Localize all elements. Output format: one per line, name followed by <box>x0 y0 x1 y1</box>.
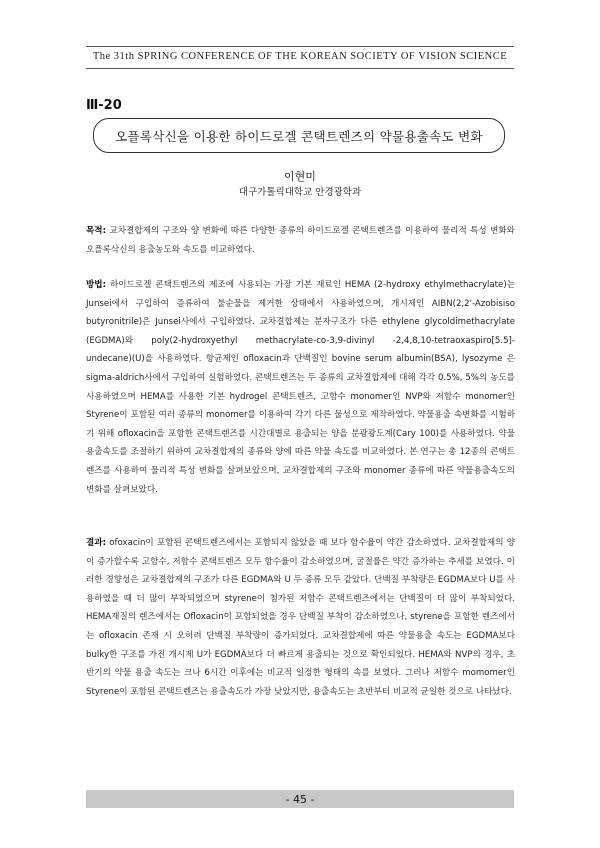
purpose-label: 목적: <box>86 226 107 236</box>
methods-label: 방법: <box>86 280 107 290</box>
author-affiliation: 대구가톨릭대학교 안경광학과 <box>238 187 362 198</box>
results-paragraph <box>86 534 515 701</box>
purpose-paragraph <box>86 222 515 259</box>
footer-bar <box>86 790 514 808</box>
header-rule-top <box>86 46 514 47</box>
title-box <box>93 118 505 153</box>
author-name: 이현미 <box>284 170 316 183</box>
header-rule-bottom <box>86 68 514 69</box>
results-label: 결과: <box>86 538 107 548</box>
methods-text: 하이드로겔 콘택트렌즈의 제조에 사용되는 가장 기본 재료인 HEMA (2-hydroxy ethylmethacrylate)는 Junsei에서 구입하여 증류하여 불순물을 제거한 상태에서 사용하였으며, 개시제인 AIBN(2,2'-Azobisiso butyronitrile)은 Junsei사에서 구입하였다. 교차결합제는 분자구조가 다른 ethylene glycoldimethacrylate (EGDMA)와 poly(2-hydroxyethyl methacrylate-co-3,9-divinyl -2,4,8,10-tetraoxaspiro[5.5]- undecane)(U)을 사용하였다. 항균제인 ofloxacin과 단백질인 bovine serum albumin(BSA), lysozyme 은 sigma-aldrich사에서 구입하여 실험하였다. 콘택트렌즈는 두 종류의 교차결합제에 대해 각각 0.5%, 5%의 농도를 사용하였으며 HEMA를 사용한 기본 hydrogel 콘택트렌즈, 고함수 monomer인 NVP와 저함수 monomer인 Styrene이 포함된 여러 종류의 monomer를 이용하여 각기 다른 물성으로 제작하였다. 약물용출 속변화를 시험하기 위해 ofloxacin을 포함한 콘택트렌즈를 시간대별로 용출되는 양을 분광광도계(Cary 100)를 사용하였다. 약물용출속도를 조절하기 위하여 교차결합제의 종류와 양에 따른 약물 속도를 비교하였다. 본 연구는 총 12종의 콘택트렌즈를 사용하여 물리적 특성 변화를 살펴보았으며, 교차결합제의 구조와 monomer 종류에 따른 약물용출속도의 변화를 살펴보았다. <box>86 280 515 495</box>
paper-title: 오플록삭신을 이용한 하이드로겔 콘택트렌즈의 약물용출속도 변화 <box>115 128 483 144</box>
purpose-text: 교차결합제의 구조와 양 변화에 따른 다양한 종류의 하이드로겔 콘택트렌즈를 이용하여 물리적 특성 변화와 오플록삭신의 용출농도와 속도를 비교하였다. <box>86 226 515 255</box>
page-number: - 45 - <box>285 792 315 806</box>
section-id: Ⅲ-20 <box>86 98 122 113</box>
conference-header: The 31th SPRING CONFERENCE OF THE KOREAN SOCIETY OF VISION SCIENCE <box>92 51 508 62</box>
methods-paragraph <box>86 276 515 499</box>
results-text: ofoxacin이 포함된 콘택트렌즈에서는 포함되지 않았을 때 보다 함수율이 약간 감소하였다. 교차결합제의 양이 증가할수록 고함수, 저함수 콘택트렌즈 모두 함수율이 감소하였으며, 굴절률은 약간 증가하는 추세를 보였다. 이러한 경향성은 교차결합제의 구조가 다른 EGDMA와 U 두 종류 모두 같았다. 단백질 부착량은 EGDMA보다 U를 사용하였을 때 더 많이 부착되었으며 styrene이 첨가된 저함수 콘택트렌즈에서는 단백질이 더 많이 부착되었다. HEMA재질의 렌즈에서는 Ofloxacin이 포함되었을 경우 단백질 부착이 감소하였으나, styrene을 포함한 렌즈에서는 ofloxacin 존재 시 오히려 단백질 부착량이 증가되었다. 교차결합제에 따른 약물용출 속도는 EGDMA보다 bulky한 구조를 가진 개시제 U가 EGDMA보다 더 빠르게 용출되는 것으로 확인되었다. HEMA와 NVP의 경우, 초반기의 약물 용출 속도는 크나 6시간 이후에는 비교적 일정한 형태의 속를 보였다. 그러나 저함수 momomer인 Styrene이 포함된 콘택트렌즈는 용출속도가 가장 낮았지만, 용출속도는 초반부터 비교적 균일한 것으로 나타났다. <box>86 538 515 697</box>
